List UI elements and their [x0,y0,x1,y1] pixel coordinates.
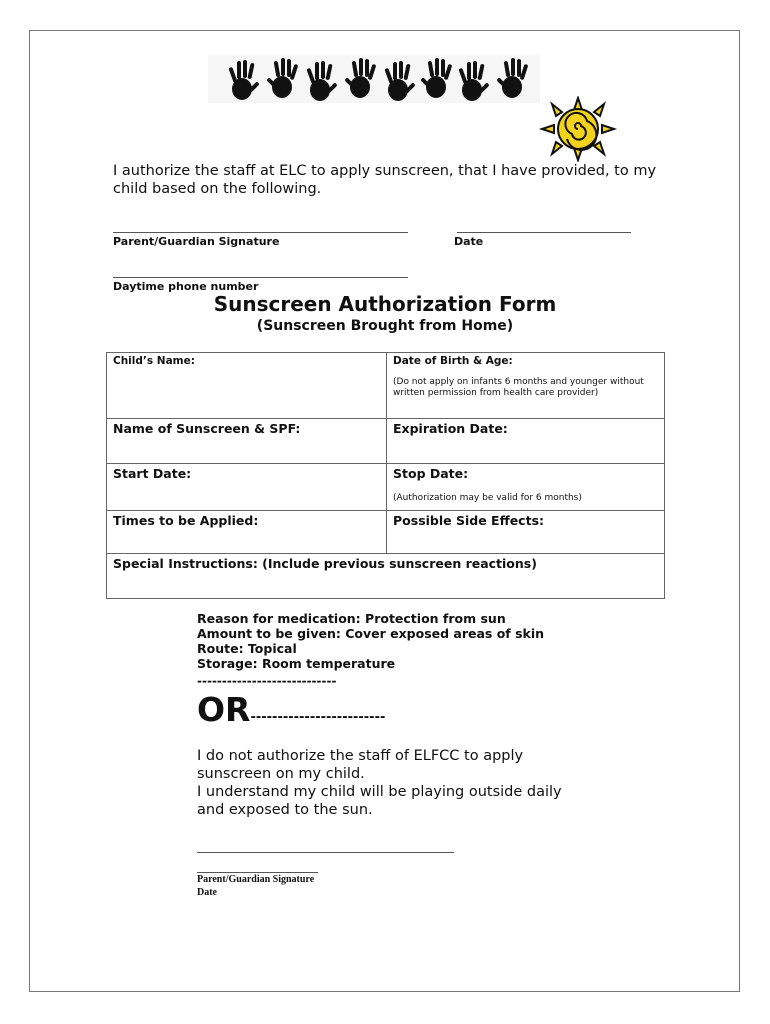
dob-age-field[interactable] [387,353,665,419]
start-date-label: Start Date: [113,466,192,481]
phone-label: Daytime phone number [113,280,259,293]
storage-line: Storage: Room temperature [197,656,396,671]
or-heading [197,690,385,729]
medication-info [197,611,544,671]
stop-date-note: (Authorization may be valid for 6 months) [393,493,582,503]
stop-date-field[interactable] [387,464,665,511]
date-label: Date [454,235,484,248]
handprints-banner-icon [208,55,540,103]
side-effects-field[interactable] [387,511,665,554]
decline-line-2: I understand my child will be playing outside daily and exposed to the sun. [197,784,562,818]
side-effects-label: Possible Side Effects: [393,513,545,528]
decline-date-label: Date [197,887,217,898]
amount-line: Amount to be given: Cover exposed areas of skin [197,626,545,641]
sunscreen-name-label: Name of Sunscreen & SPF: [113,421,301,436]
date-line[interactable] [457,232,631,233]
childs-name-field[interactable] [107,353,387,419]
stop-date-label: Stop Date: [393,466,469,481]
separator-dashes: ---------------------------- [197,674,337,688]
special-instructions-field[interactable] [107,554,665,599]
or-dashes: ------------------------- [250,710,386,725]
expiration-label: Expiration Date: [393,421,508,436]
childs-name-label: Child’s Name: [113,355,195,367]
special-instructions-label: Special Instructions: (Include previous sunscreen reactions) [113,556,537,571]
parent-signature-label: Parent/Guardian Signature [113,235,280,248]
route-line: Route: Topical [197,641,297,656]
times-applied-field[interactable] [107,511,387,554]
decline-signature-underline [197,872,318,873]
phone-line[interactable] [113,277,408,278]
decline-signature-line[interactable] [197,852,454,853]
reason-line: Reason for medication: Protection from sun [197,611,506,626]
expiration-field[interactable] [387,419,665,464]
times-applied-label: Times to be Applied: [113,513,259,528]
decline-statement [197,747,567,819]
start-date-field[interactable] [107,464,387,511]
sun-icon [538,96,618,162]
dob-note: (Do not apply on infants 6 months and younger without written permission from health care provider) [393,377,644,398]
decline-line-1: I do not authorize the staff of ELFCC to apply sunscreen on my child. [197,748,524,782]
or-label: OR [197,690,251,729]
dob-age-label: Date of Birth & Age: [393,355,513,367]
form-title: Sunscreen Authorization Form [213,292,557,316]
authorization-table [106,352,665,599]
parent-signature-line[interactable] [113,232,408,233]
decline-signature-label: Parent/Guardian Signature [197,874,315,885]
form-subtitle: (Sunscreen Brought from Home) [256,318,514,334]
authorization-statement: I authorize the staff at ELC to apply sunscreen, that I have provided, to my child based on the following. [113,163,657,197]
sunscreen-name-field[interactable] [107,419,387,464]
